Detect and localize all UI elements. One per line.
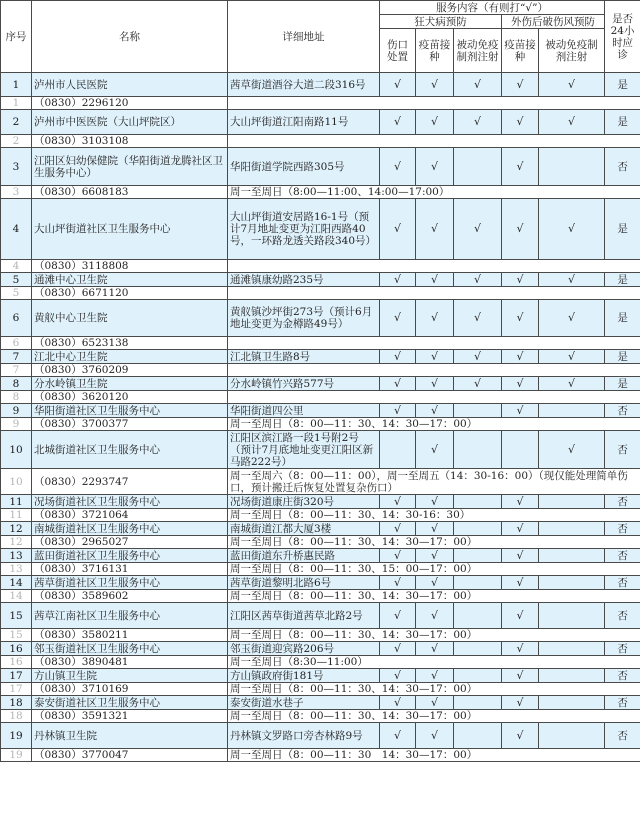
facility-phone: （0830）3770047 bbox=[32, 749, 228, 762]
service-check: √ bbox=[502, 350, 539, 364]
is-24h: 是 bbox=[605, 377, 640, 391]
header-passive-tetanus: 被动免疫制剂注射 bbox=[539, 29, 605, 73]
row-index-sub: 8 bbox=[1, 391, 32, 404]
service-check: √ bbox=[539, 199, 605, 260]
row-index: 10 bbox=[1, 431, 32, 469]
table-row-phone bbox=[1, 656, 640, 669]
table-row bbox=[1, 576, 640, 590]
service-check: √ bbox=[539, 73, 605, 97]
facility-address: 华阳街道学院西路305号 bbox=[228, 148, 380, 186]
service-check bbox=[454, 603, 502, 629]
row-index-sub: 11 bbox=[1, 509, 32, 522]
facility-address: 通滩镇康幼路235号 bbox=[228, 273, 380, 287]
service-check bbox=[454, 642, 502, 656]
service-check: √ bbox=[380, 522, 416, 536]
facility-address: 丹林镇文罗路口旁杏林路9号 bbox=[228, 723, 380, 749]
service-hours: 周一至周六（8：00—11：00），周一至周五（14：30-16：00）（现仅能处理简单伤口，预计搬迁后恢复处置复杂伤口） bbox=[228, 469, 640, 495]
service-hours bbox=[228, 364, 640, 377]
table-row-phone bbox=[1, 469, 640, 495]
row-index: 17 bbox=[1, 669, 32, 683]
service-check: √ bbox=[380, 73, 416, 97]
service-check: √ bbox=[416, 404, 454, 418]
is-24h: 是 bbox=[605, 199, 640, 260]
table-row bbox=[1, 110, 640, 135]
service-check: √ bbox=[416, 199, 454, 260]
facility-phone: （0830）6671120 bbox=[32, 287, 228, 300]
service-check: √ bbox=[416, 669, 454, 683]
facility-name: 泸州市人民医院 bbox=[32, 73, 228, 97]
row-index-sub: 5 bbox=[1, 287, 32, 300]
service-check: √ bbox=[380, 642, 416, 656]
service-check: √ bbox=[502, 495, 539, 509]
is-24h: 否 bbox=[605, 723, 640, 749]
table-row-phone bbox=[1, 364, 640, 377]
is-24h: 否 bbox=[605, 404, 640, 418]
service-hours: 周一至周日（8：00—11：30、14：30—17：00） bbox=[228, 590, 640, 603]
service-check: √ bbox=[502, 642, 539, 656]
row-index-sub: 15 bbox=[1, 629, 32, 642]
row-index-sub: 3 bbox=[1, 186, 32, 199]
service-check: √ bbox=[502, 73, 539, 97]
service-hours bbox=[228, 287, 640, 300]
facility-name: 南城街道社区卫生服务中心 bbox=[32, 522, 228, 536]
facility-address: 蓝田街道东升桥惠民路 bbox=[228, 549, 380, 563]
table-row bbox=[1, 377, 640, 391]
service-check: √ bbox=[502, 110, 539, 135]
service-check: √ bbox=[416, 549, 454, 563]
header-index: 序号 bbox=[1, 1, 32, 73]
row-index-sub: 18 bbox=[1, 710, 32, 723]
table-body bbox=[1, 73, 640, 762]
header-address: 详细地址 bbox=[228, 1, 380, 73]
row-index: 5 bbox=[1, 273, 32, 287]
row-index: 4 bbox=[1, 199, 32, 260]
table-row bbox=[1, 696, 640, 710]
is-24h: 否 bbox=[605, 549, 640, 563]
service-check: √ bbox=[502, 723, 539, 749]
service-check: √ bbox=[502, 377, 539, 391]
facility-phone: （0830）3721064 bbox=[32, 509, 228, 522]
service-check bbox=[454, 669, 502, 683]
row-index-sub: 6 bbox=[1, 337, 32, 350]
facility-address: 方山镇政府街181号 bbox=[228, 669, 380, 683]
service-check: √ bbox=[502, 522, 539, 536]
table-row-phone bbox=[1, 418, 640, 431]
table-row-phone bbox=[1, 337, 640, 350]
service-check bbox=[539, 495, 605, 509]
facility-name: 黄舣中心卫生院 bbox=[32, 300, 228, 337]
facility-phone: （0830）3580211 bbox=[32, 629, 228, 642]
table-row bbox=[1, 199, 640, 260]
row-index: 14 bbox=[1, 576, 32, 590]
service-check bbox=[539, 696, 605, 710]
table-row-phone bbox=[1, 590, 640, 603]
facility-name: 泰安街道社区卫生服务中心 bbox=[32, 696, 228, 710]
header-services: 服务内容（有则打“√”） bbox=[380, 1, 605, 15]
row-index: 7 bbox=[1, 350, 32, 364]
service-check: √ bbox=[502, 273, 539, 287]
facility-address: 江阳区滨江路一段1号附2号（预计7月底地址变更江阳区新马路222号） bbox=[228, 431, 380, 469]
facility-phone: （0830）6523138 bbox=[32, 337, 228, 350]
service-check bbox=[539, 148, 605, 186]
facility-phone: （0830）3710169 bbox=[32, 683, 228, 696]
service-check bbox=[454, 404, 502, 418]
facility-name: 邻玉街道社区卫生服务中心 bbox=[32, 642, 228, 656]
service-check: √ bbox=[539, 110, 605, 135]
table-row bbox=[1, 495, 640, 509]
table-row-phone bbox=[1, 629, 640, 642]
service-hours: 周一至周日（8：00—11：30 14：30—17：00） bbox=[228, 749, 640, 762]
header-rabies: 狂犬病预防 bbox=[380, 15, 502, 29]
service-check: √ bbox=[539, 431, 605, 469]
service-check: √ bbox=[416, 377, 454, 391]
header-tetanus: 外伤后破伤风预防 bbox=[502, 15, 605, 29]
table-row bbox=[1, 300, 640, 337]
is-24h: 否 bbox=[605, 603, 640, 629]
facility-name: 江阳区妇幼保健院（华阳街道龙腾社区卫生服务中心） bbox=[32, 148, 228, 186]
service-check: √ bbox=[502, 148, 539, 186]
row-index: 3 bbox=[1, 148, 32, 186]
service-check bbox=[539, 642, 605, 656]
row-index: 19 bbox=[1, 723, 32, 749]
service-check: √ bbox=[502, 404, 539, 418]
facility-phone: （0830）3591321 bbox=[32, 710, 228, 723]
table-row bbox=[1, 549, 640, 563]
service-hours: 周一至周日（8：00—11：30、14：30—17：00） bbox=[228, 683, 640, 696]
service-hours: 周一至周日（8：00—11：30、14：30-16：30） bbox=[228, 509, 640, 522]
is-24h: 是 bbox=[605, 73, 640, 97]
is-24h: 否 bbox=[605, 576, 640, 590]
service-check: √ bbox=[502, 199, 539, 260]
row-index-sub: 13 bbox=[1, 563, 32, 576]
service-hours bbox=[228, 391, 640, 404]
service-check: √ bbox=[416, 300, 454, 337]
facility-address: 江阳区茜草街道茜草北路2号 bbox=[228, 603, 380, 629]
row-index-sub: 14 bbox=[1, 590, 32, 603]
table-row-phone bbox=[1, 563, 640, 576]
service-check: √ bbox=[416, 642, 454, 656]
table-row bbox=[1, 148, 640, 186]
service-check: √ bbox=[539, 377, 605, 391]
service-check bbox=[454, 696, 502, 710]
row-index-sub: 19 bbox=[1, 749, 32, 762]
service-check bbox=[454, 576, 502, 590]
is-24h: 否 bbox=[605, 148, 640, 186]
table-row bbox=[1, 522, 640, 536]
row-index: 13 bbox=[1, 549, 32, 563]
facility-phone: （0830）3716131 bbox=[32, 563, 228, 576]
service-check: √ bbox=[416, 350, 454, 364]
service-check bbox=[380, 431, 416, 469]
service-check: √ bbox=[380, 110, 416, 135]
row-index: 9 bbox=[1, 404, 32, 418]
service-check: √ bbox=[502, 603, 539, 629]
facility-address: 大山坪街道江阳南路11号 bbox=[228, 110, 380, 135]
service-check: √ bbox=[380, 148, 416, 186]
service-check: √ bbox=[380, 723, 416, 749]
service-check bbox=[502, 431, 539, 469]
facility-name: 况场街道社区卫生服务中心 bbox=[32, 495, 228, 509]
service-check: √ bbox=[454, 110, 502, 135]
facility-address: 华阳街道四公里 bbox=[228, 404, 380, 418]
service-check: √ bbox=[539, 300, 605, 337]
table-row bbox=[1, 431, 640, 469]
facility-phone: （0830）3118808 bbox=[32, 260, 228, 273]
header-24h: 是否24小时应诊 bbox=[605, 1, 640, 73]
service-check: √ bbox=[416, 522, 454, 536]
row-index: 2 bbox=[1, 110, 32, 135]
service-check: √ bbox=[416, 273, 454, 287]
facility-phone: （0830）2293747 bbox=[32, 469, 228, 495]
service-check: √ bbox=[416, 576, 454, 590]
service-check bbox=[539, 549, 605, 563]
facility-name: 大山坪街道社区卫生服务中心 bbox=[32, 199, 228, 260]
service-check bbox=[454, 723, 502, 749]
service-check bbox=[539, 576, 605, 590]
is-24h: 是 bbox=[605, 350, 640, 364]
facility-phone: （0830）2965027 bbox=[32, 536, 228, 549]
service-check bbox=[539, 723, 605, 749]
table-row bbox=[1, 404, 640, 418]
service-check bbox=[454, 522, 502, 536]
table-row bbox=[1, 669, 640, 683]
service-check: √ bbox=[502, 576, 539, 590]
table-row-phone bbox=[1, 135, 640, 148]
facility-name: 茜草江南社区卫生服务中心 bbox=[32, 603, 228, 629]
service-check bbox=[454, 549, 502, 563]
service-check: √ bbox=[454, 377, 502, 391]
service-check bbox=[539, 404, 605, 418]
is-24h: 否 bbox=[605, 522, 640, 536]
service-check: √ bbox=[380, 576, 416, 590]
facility-phone: （0830）2296120 bbox=[32, 97, 228, 110]
facility-name: 江北中心卫生院 bbox=[32, 350, 228, 364]
facility-phone: （0830）3589602 bbox=[32, 590, 228, 603]
table-row-phone bbox=[1, 749, 640, 762]
is-24h: 否 bbox=[605, 669, 640, 683]
service-check: √ bbox=[454, 350, 502, 364]
row-index: 15 bbox=[1, 603, 32, 629]
facility-phone: （0830）3890481 bbox=[32, 656, 228, 669]
service-check bbox=[454, 431, 502, 469]
facility-phone: （0830）3620120 bbox=[32, 391, 228, 404]
row-index-sub: 16 bbox=[1, 656, 32, 669]
facility-name: 方山镇卫生院 bbox=[32, 669, 228, 683]
table-row bbox=[1, 603, 640, 629]
service-hours: 周一至周日（8：00—11：30、14：30—17：00） bbox=[228, 710, 640, 723]
facility-address: 分水岭镇竹兴路577号 bbox=[228, 377, 380, 391]
facility-name: 通滩中心卫生院 bbox=[32, 273, 228, 287]
service-check: √ bbox=[416, 73, 454, 97]
table-row-phone bbox=[1, 97, 640, 110]
facility-name: 分水岭镇卫生院 bbox=[32, 377, 228, 391]
row-index: 1 bbox=[1, 73, 32, 97]
service-check: √ bbox=[380, 603, 416, 629]
row-index-sub: 2 bbox=[1, 135, 32, 148]
service-check: √ bbox=[416, 723, 454, 749]
header-vaccine-rabies: 疫苗接种 bbox=[416, 29, 454, 73]
facility-phone: （0830）3760209 bbox=[32, 364, 228, 377]
facility-name: 茜草街道社区卫生服务中心 bbox=[32, 576, 228, 590]
service-check: √ bbox=[502, 300, 539, 337]
facility-name: 丹林镇卫生院 bbox=[32, 723, 228, 749]
service-check: √ bbox=[380, 495, 416, 509]
service-check: √ bbox=[454, 300, 502, 337]
service-check bbox=[539, 522, 605, 536]
service-check bbox=[539, 669, 605, 683]
service-check: √ bbox=[454, 273, 502, 287]
row-index: 8 bbox=[1, 377, 32, 391]
facility-phone: （0830）3103108 bbox=[32, 135, 228, 148]
service-check: √ bbox=[416, 603, 454, 629]
facility-address: 南城街道江都大厦3楼 bbox=[228, 522, 380, 536]
service-check bbox=[454, 148, 502, 186]
row-index-sub: 7 bbox=[1, 364, 32, 377]
is-24h: 是 bbox=[605, 273, 640, 287]
service-check: √ bbox=[502, 549, 539, 563]
service-check: √ bbox=[380, 404, 416, 418]
service-check: √ bbox=[416, 148, 454, 186]
table-row bbox=[1, 73, 640, 97]
service-check bbox=[539, 603, 605, 629]
service-hours bbox=[228, 337, 640, 350]
service-hours bbox=[228, 97, 640, 110]
table-row-phone bbox=[1, 536, 640, 549]
service-hours: 周一至周日（8:00—11:00、14:00—17:00） bbox=[228, 186, 640, 199]
service-check: √ bbox=[502, 669, 539, 683]
is-24h: 否 bbox=[605, 495, 640, 509]
facility-name: 蓝田街道社区卫生服务中心 bbox=[32, 549, 228, 563]
is-24h: 否 bbox=[605, 696, 640, 710]
service-hours: 周一至周日（8:30—11:00） bbox=[228, 656, 640, 669]
table-row-phone bbox=[1, 509, 640, 522]
facility-address: 邻玉街道迎宾路206号 bbox=[228, 642, 380, 656]
service-check: √ bbox=[380, 549, 416, 563]
service-check: √ bbox=[416, 696, 454, 710]
facility-address: 况场街道康庄街320号 bbox=[228, 495, 380, 509]
service-check: √ bbox=[380, 696, 416, 710]
facility-address: 黄舣镇沙坪街273号（预计6月地址变更为金樽路49号） bbox=[228, 300, 380, 337]
service-check: √ bbox=[416, 495, 454, 509]
service-check: √ bbox=[539, 350, 605, 364]
service-check: √ bbox=[380, 300, 416, 337]
is-24h: 是 bbox=[605, 300, 640, 337]
service-hours: 周一至周日（8：00—11：30、15：00—17：00） bbox=[228, 563, 640, 576]
facility-phone: （0830）3700377 bbox=[32, 418, 228, 431]
facility-address: 泰安街道水巷子 bbox=[228, 696, 380, 710]
service-check: √ bbox=[454, 199, 502, 260]
row-index-sub: 9 bbox=[1, 418, 32, 431]
service-check bbox=[454, 495, 502, 509]
is-24h: 是 bbox=[605, 110, 640, 135]
table-row bbox=[1, 273, 640, 287]
facility-phone: （0830）6608183 bbox=[32, 186, 228, 199]
service-check: √ bbox=[380, 273, 416, 287]
row-index-sub: 12 bbox=[1, 536, 32, 549]
facility-address: 大山坪街道安居路16-1号（预计7月地址变更为江阳西路40号，一环路龙透关路段340号） bbox=[228, 199, 380, 260]
table-row bbox=[1, 350, 640, 364]
header-passive-rabies: 被动免疫制剂注射 bbox=[454, 29, 502, 73]
header-name: 名称 bbox=[32, 1, 228, 73]
facility-name: 华阳街道社区卫生服务中心 bbox=[32, 404, 228, 418]
facility-address: 茜草街道黎明北路6号 bbox=[228, 576, 380, 590]
row-index: 11 bbox=[1, 495, 32, 509]
service-check: √ bbox=[502, 696, 539, 710]
service-check: √ bbox=[454, 73, 502, 97]
service-check: √ bbox=[416, 431, 454, 469]
service-check: √ bbox=[416, 110, 454, 135]
service-hours bbox=[228, 135, 640, 148]
row-index-sub: 4 bbox=[1, 260, 32, 273]
row-index: 18 bbox=[1, 696, 32, 710]
table-row bbox=[1, 642, 640, 656]
row-index-sub: 10 bbox=[1, 469, 32, 495]
service-hours: 周一至周日（8：00—11：30、14：30—17：00） bbox=[228, 418, 640, 431]
table-row-phone bbox=[1, 260, 640, 273]
service-check: √ bbox=[380, 377, 416, 391]
service-check: √ bbox=[539, 273, 605, 287]
header-wound: 伤口处置 bbox=[380, 29, 416, 73]
service-hours bbox=[228, 260, 640, 273]
facility-address: 茜草街道酒谷大道二段316号 bbox=[228, 73, 380, 97]
facility-address: 江北镇卫生路8号 bbox=[228, 350, 380, 364]
row-index: 16 bbox=[1, 642, 32, 656]
header-vaccine-tetanus: 疫苗接种 bbox=[502, 29, 539, 73]
table-row-phone bbox=[1, 287, 640, 300]
is-24h: 否 bbox=[605, 431, 640, 469]
table-row-phone bbox=[1, 683, 640, 696]
table-row-phone bbox=[1, 186, 640, 199]
row-index-sub: 17 bbox=[1, 683, 32, 696]
service-check: √ bbox=[380, 669, 416, 683]
service-hours: 周一至周日（8：00—11：30、14：30—17：00） bbox=[228, 629, 640, 642]
service-check: √ bbox=[380, 199, 416, 260]
service-check: √ bbox=[380, 350, 416, 364]
facility-name: 泸州市中医医院（大山坪院区） bbox=[32, 110, 228, 135]
row-index: 12 bbox=[1, 522, 32, 536]
row-index: 6 bbox=[1, 300, 32, 337]
table-row-phone bbox=[1, 710, 640, 723]
is-24h: 否 bbox=[605, 642, 640, 656]
facility-name: 北城街道社区卫生服务中心 bbox=[32, 431, 228, 469]
service-hours: 周一至周日（8：00—11：30、14：30—17：00） bbox=[228, 536, 640, 549]
table-row bbox=[1, 723, 640, 749]
row-index-sub: 1 bbox=[1, 97, 32, 110]
table-row-phone bbox=[1, 391, 640, 404]
